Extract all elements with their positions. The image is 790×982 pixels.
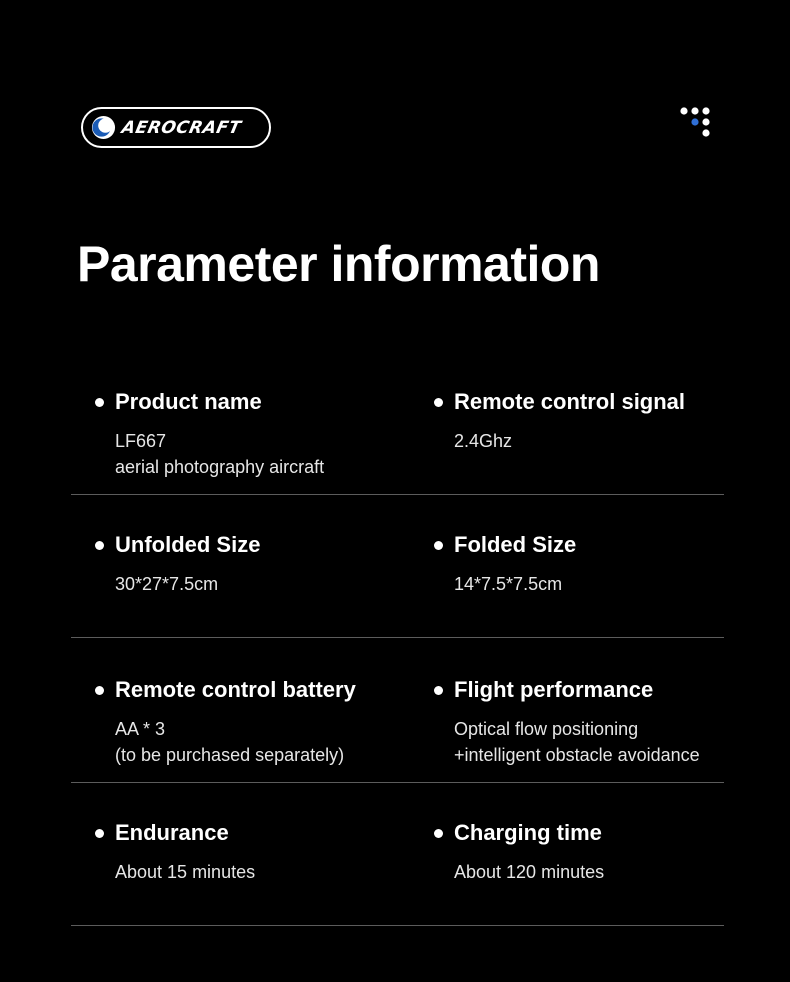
spec-label: Product name xyxy=(115,389,262,414)
bullet-dot-icon xyxy=(434,398,443,407)
spec-value: 30*27*7.5cm xyxy=(115,574,219,594)
bullet-dot-icon xyxy=(95,541,104,550)
spec-value: 14*7.5*7.5cm xyxy=(454,574,563,594)
dot-grid-icon xyxy=(678,105,714,141)
bullet-dot-icon xyxy=(434,829,443,838)
divider xyxy=(71,494,724,495)
spec-label: Remote control signal xyxy=(454,389,686,414)
spec-remote-control-signal xyxy=(434,388,685,454)
bullet-dot-icon xyxy=(434,541,443,550)
spec-value: +intelligent obstacle avoidance xyxy=(454,745,700,765)
bullet-dot-icon xyxy=(95,398,104,407)
divider xyxy=(71,925,724,926)
spec-value: AA * 3 xyxy=(115,719,166,739)
bullet-dot-icon xyxy=(434,686,443,695)
spec-value: About 120 minutes xyxy=(454,862,605,882)
spec-unfolded-size xyxy=(95,531,260,597)
spec-product-name xyxy=(95,388,324,480)
page-title: Parameter information xyxy=(77,236,600,292)
spec-label: Charging time xyxy=(454,820,602,845)
spec-label: Flight performance xyxy=(454,677,654,702)
spec-value: 2.4Ghz xyxy=(454,431,513,451)
spec-value: aerial photography aircraft xyxy=(115,457,325,477)
divider xyxy=(71,782,724,783)
bullet-dot-icon xyxy=(95,829,104,838)
brand-logo xyxy=(81,107,271,148)
spec-endurance xyxy=(95,819,255,885)
spec-value: LF667 xyxy=(115,431,167,451)
divider xyxy=(71,637,724,638)
crescent-globe-icon xyxy=(91,115,116,140)
logo-text: AEROCRAFT xyxy=(119,117,243,138)
spec-label: Unfolded Size xyxy=(115,532,261,557)
spec-folded-size xyxy=(434,531,576,597)
spec-label: Remote control battery xyxy=(115,677,356,702)
bullet-dot-icon xyxy=(95,686,104,695)
spec-value: About 15 minutes xyxy=(115,862,256,882)
spec-value: (to be purchased separately) xyxy=(115,745,345,765)
spec-flight-performance xyxy=(434,676,700,768)
spec-value: Optical flow positioning xyxy=(454,719,639,739)
spec-label: Folded Size xyxy=(454,532,577,557)
spec-label: Endurance xyxy=(115,820,229,845)
spec-remote-control-battery xyxy=(95,676,356,768)
spec-charging-time xyxy=(434,819,604,885)
